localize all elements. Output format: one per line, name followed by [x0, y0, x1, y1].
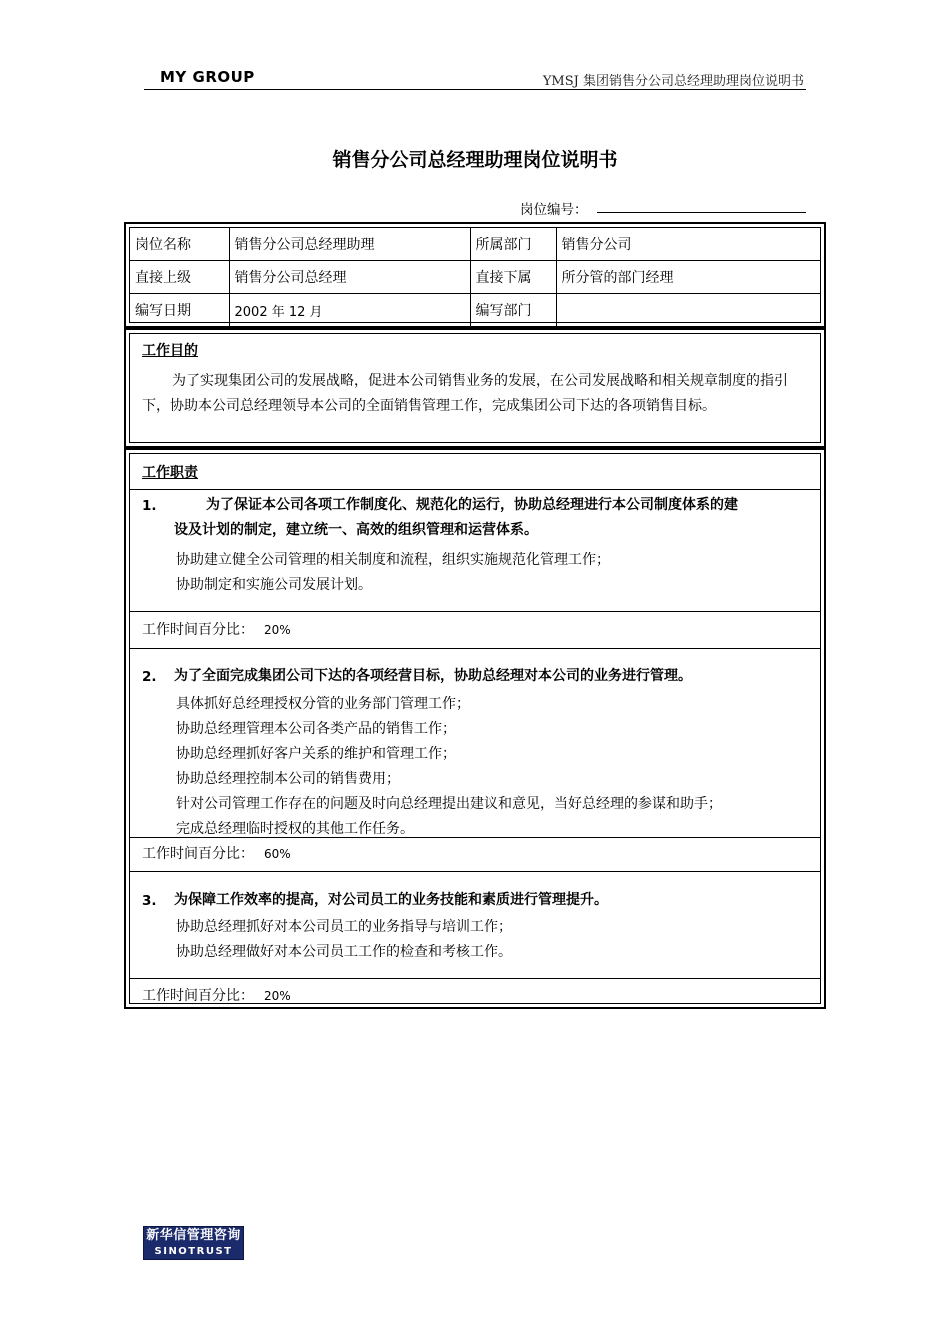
duty-1-item-2: 协助制定和实施公司发展计划。	[176, 577, 372, 593]
divider	[130, 978, 820, 979]
info-value-date: 2002 年 12 月	[229, 294, 470, 327]
purpose-text: 为了实现集团公司的发展战略，促进本公司销售业务的发展，在公司发展战略和相关规章制度的指引下，协助本公司总经理领导本公司的全面销售管理工作，完成集团公司下达的各项销售目标。	[142, 373, 788, 414]
logo-en-text: SINOTRUST	[154, 1246, 233, 1257]
duty-2-number: 2.	[142, 669, 157, 685]
table-row	[130, 228, 820, 261]
duty-1-title-line1: 为了保证本公司各项工作制度化、规范化的运行，协助总经理进行本公司制度体系的建	[206, 497, 738, 513]
duty-2-item-6: 完成总经理临时授权的其他工作任务。	[176, 821, 414, 837]
logo-cn-text: 新华信管理咨询	[146, 1228, 241, 1243]
header-company: MY GROUP	[160, 68, 255, 86]
duty-3-number: 3.	[142, 893, 157, 909]
info-label-date: 编写日期	[130, 294, 229, 327]
info-value-subordinate: 所分管的部门经理	[556, 261, 820, 294]
time-percent-value: 60%	[264, 847, 291, 861]
purpose-heading: 工作目的	[142, 343, 198, 359]
page-title: 销售分公司总经理助理岗位说明书	[332, 149, 618, 171]
time-percent-value: 20%	[264, 623, 291, 637]
header-rule	[144, 89, 806, 90]
duty-1-item-1: 协助建立健全公司管理的相关制度和流程，组织实施规范化管理工作；	[176, 552, 610, 568]
header-doc-title: YMSJ 集团销售分公司总经理助理岗位说明书	[542, 74, 804, 89]
duty-1-title-line2: 设及计划的制定，建立统一、高效的组织管理和运营体系。	[174, 522, 538, 538]
duty-2-item-1: 具体抓好总经理授权分管的业务部门管理工作；	[176, 696, 470, 712]
time-percent-label: 工作时间百分比：	[142, 846, 254, 862]
duty-3-item-2: 协助总经理做好对本公司员工工作的检查和考核工作。	[176, 944, 512, 960]
info-value-author-dept	[556, 294, 820, 327]
info-label-post-name: 岗位名称	[130, 228, 229, 261]
divider	[130, 648, 820, 649]
time-percent-value: 20%	[264, 989, 291, 1003]
basic-info-table	[124, 222, 826, 328]
info-label-superior: 直接上级	[130, 261, 229, 294]
post-number-label: 岗位编号：	[520, 202, 588, 218]
duty-1-number: 1.	[142, 498, 157, 514]
table-row	[130, 294, 820, 327]
duties-heading: 工作职责	[142, 465, 198, 481]
duty-1-time-percent	[142, 619, 291, 639]
duties-section	[124, 448, 826, 1009]
time-percent-label: 工作时间百分比：	[142, 622, 254, 638]
info-value-department: 销售分公司	[556, 228, 820, 261]
duty-2-item-5: 针对公司管理工作存在的问题及时向总经理提出建议和意见，当好总经理的参谋和助手；	[176, 796, 722, 812]
info-value-post-name: 销售分公司总经理助理	[229, 228, 470, 261]
divider	[130, 871, 820, 872]
info-label-department: 所属部门	[470, 228, 556, 261]
sinotrust-logo	[143, 1226, 244, 1260]
info-value-superior: 销售分公司总经理	[229, 261, 470, 294]
post-number-blank	[597, 212, 806, 213]
purpose-section	[124, 328, 826, 448]
duty-3-item-1: 协助总经理抓好对本公司员工的业务指导与培训工作；	[176, 919, 512, 935]
time-percent-label: 工作时间百分比：	[142, 988, 254, 1004]
duty-2-item-3: 协助总经理抓好客户关系的维护和管理工作；	[176, 746, 456, 762]
table-row	[130, 261, 820, 294]
duty-2-item-2: 协助总经理管理本公司各类产品的销售工作；	[176, 721, 456, 737]
duty-3-time-percent	[142, 985, 291, 1005]
info-label-subordinate: 直接下属	[470, 261, 556, 294]
duty-3-title: 为保障工作效率的提高，对公司员工的业务技能和素质进行管理提升。	[174, 892, 608, 908]
divider	[130, 611, 820, 612]
duty-2-time-percent	[142, 843, 291, 863]
divider	[130, 489, 820, 490]
duty-2-item-4: 协助总经理控制本公司的销售费用；	[176, 771, 400, 787]
divider	[130, 837, 820, 838]
duty-2-title: 为了全面完成集团公司下达的各项经营目标，协助总经理对本公司的业务进行管理。	[174, 668, 692, 684]
info-label-author-dept: 编写部门	[470, 294, 556, 327]
